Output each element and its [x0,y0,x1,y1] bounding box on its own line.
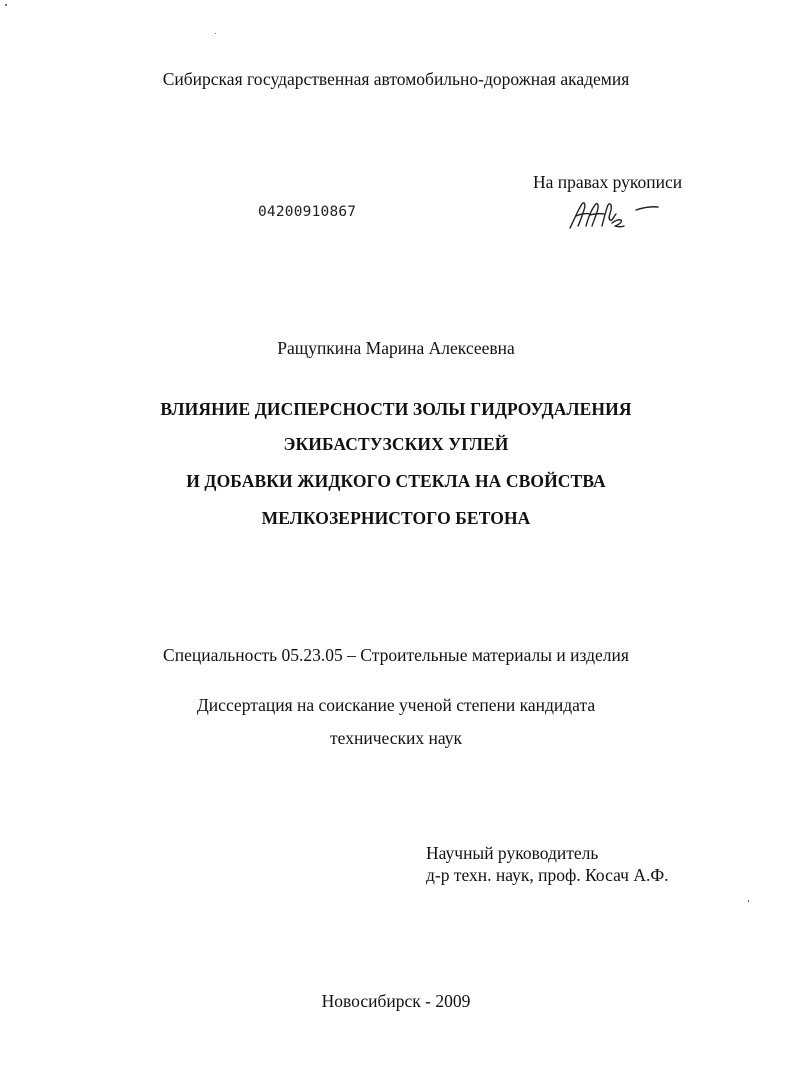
title-line-2: ЭКИБАСТУЗСКИХ УГЛЕЙ [283,434,509,454]
handwritten-signature [566,196,662,232]
dissertation-line-1: Диссертация на соискание ученой степени кандидата [196,695,596,715]
specialty-line: Специальность 05.23.05 – Строительные материалы и изделия [163,645,629,665]
scan-speck [5,4,7,6]
scan-speck [748,900,749,902]
supervisor-name: д-р техн. наук, проф. Косач А.Ф. [426,865,669,885]
title-line-4: МЕЛКОЗЕРНИСТОГО БЕТОНА [261,508,531,528]
title-line-1: ВЛИЯНИЕ ДИСПЕРСНОСТИ ЗОЛЫ ГИДРОУДАЛЕНИЯ [160,399,632,419]
dissertation-line-2: технических наук [330,728,462,748]
supervisor-label: Научный руководитель [426,843,599,863]
archive-code: 04200910867 [258,204,357,220]
city-year: Новосибирск - 2009 [321,991,471,1011]
institution-name: Сибирская государственная автомобильно-дорожная академия [162,69,630,89]
title-line-3: И ДОБАВКИ ЖИДКОГО СТЕКЛА НА СВОЙСТВА [186,471,606,491]
scan-speck [215,33,216,34]
manuscript-rights-note: На правах рукописи [533,172,683,192]
author-name: Ращупкина Марина Алексеевна [277,338,515,358]
